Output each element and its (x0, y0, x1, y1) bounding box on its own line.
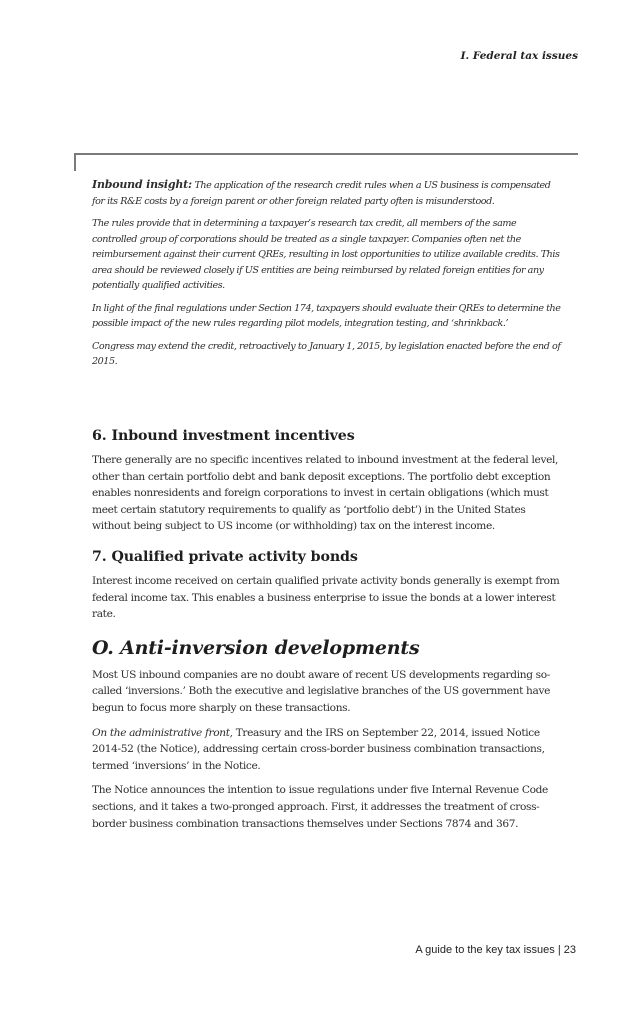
main-content (92, 428, 562, 840)
section-o-paragraph-2 (92, 725, 562, 775)
section-o-paragraph-1: Most US inbound companies are no doubt aware of recent US developments regarding so-called ‘inversions.’ Both the executive and legislative branches of the US government have begun to focus more sharply on these transactions. (92, 668, 551, 714)
section-o-p2-text: Treasury and the IRS on September 22, 2014, issued Notice 2014-52 (the Notice), addressing certain cross-border business combination transactions, termed ‘inversions’ in the Notice. (92, 726, 545, 772)
section-o-p2-italic: On the administrative front, (92, 726, 233, 739)
section-7-body: Interest income received on certain qualified private activity bonds generally is exempt from federal income tax. This enables a business enterprise to issue the bonds at a lower interest rate. (92, 574, 560, 621)
running-header: I. Federal tax issues (460, 50, 578, 62)
section-o-heading: O. Anti-inversion developments (92, 636, 420, 659)
insight-body (92, 177, 562, 377)
section-o-paragraph-3: The Notice announces the intention to issue regulations under five Internal Revenue Code sections, and it takes a two-pronged approach. First, it addresses the treatment of cross-border business combination transactions themselves under Sections 7874 and 367. (92, 784, 548, 830)
section-7-heading: 7. Qualified private activity bonds (92, 548, 358, 565)
insight-p1-text: The application of the research credit rules when a US business is compensated for its R&E costs by a foreign parent or other foreign related party often is misunderstood. (92, 180, 551, 207)
insight-paragraph: In light of the final regulations under Section 174, taxpayers should evaluate their QREs to determine the possible impact of the new rules regarding pilot models, integration testing, and ‘shrinkback.’ (92, 302, 561, 329)
insight-lead: Inbound insight: (92, 178, 192, 191)
insight-corner-rule (74, 153, 76, 171)
section-6-body: There generally are no specific incentives related to inbound investment at the federal level, other than certain portfolio debt and bank deposit exceptions. The portfolio debt exception enables nonresidents and foreign corporations to invest in certain obligations (which must meet certain statutory requirements to qualify as ‘portfolio debt’) in the United States without being subject to US income (or withholding) tax on the interest income. (92, 454, 559, 533)
section-6-heading: 6. Inbound investment incentives (92, 428, 355, 444)
insight-top-rule (74, 153, 578, 155)
insight-paragraph: Congress may extend the credit, retroactively to January 1, 2015, by legislation enacted before the end of 2015. (92, 340, 561, 367)
page-footer: A guide to the key tax issues | 23 (415, 944, 576, 956)
insight-paragraph (92, 177, 562, 209)
insight-paragraph: The rules provide that in determining a taxpayer’s research tax credit, all members of the same controlled group of corporations should be treated as a single taxpayer. Companies often net the reimbursement against their current QREs, resulting in lost opportunities to utilize available credits. This area should be reviewed closely if US entities are being reimbursed by related foreign entities for any potentially qualified activities. (92, 218, 560, 291)
